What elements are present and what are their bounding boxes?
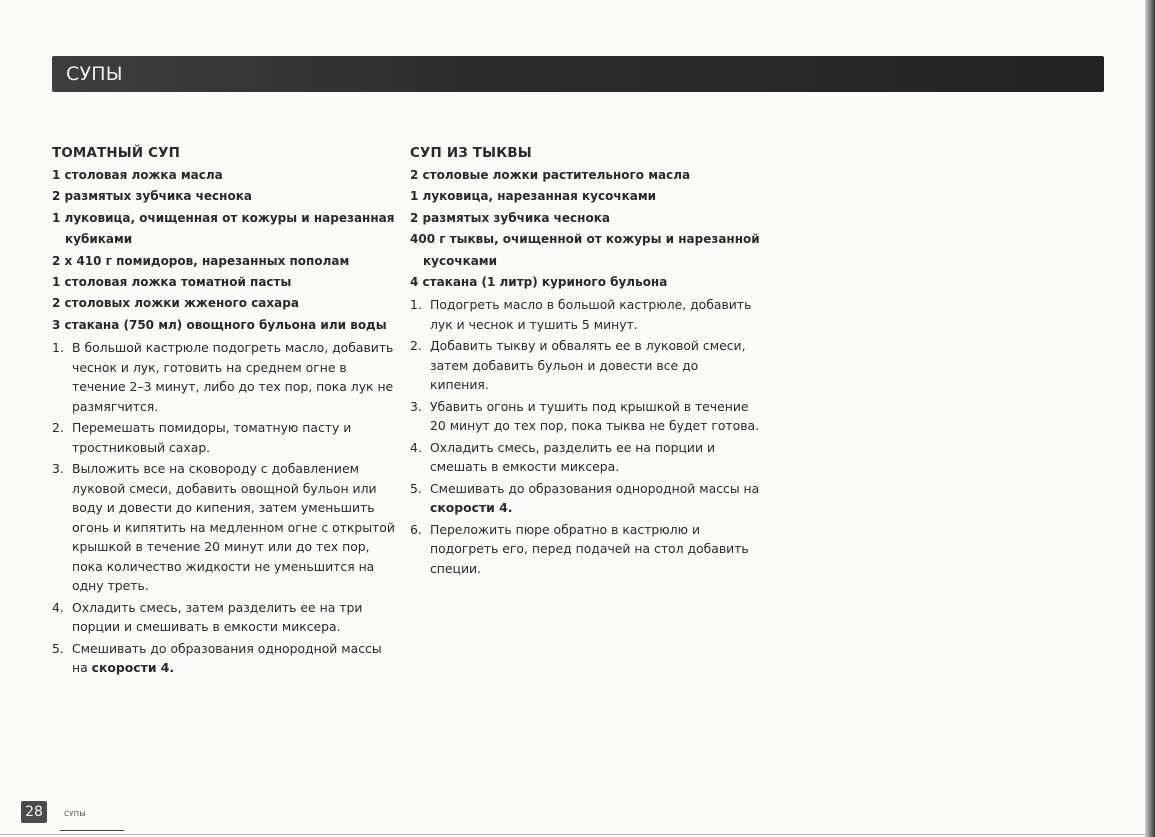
step-text: Смешивать до образования однородной массы на скорости 4. [430, 480, 760, 516]
ingredient: 3 стакана (750 мл) овощного бульона или воды [52, 317, 387, 332]
step-number: 2. [52, 420, 64, 436]
ingredient: 1 луковица, очищенная от кожуры и нарезанная кубиками [52, 210, 395, 247]
step-number: 5. [52, 640, 64, 656]
ingredient: 400 г тыквы, очищенной от кожуры и нарезанной кусочками [410, 232, 760, 268]
step-text: Выложить все на сковороду с добавлением луковой смеси, добавить овощной бульон или воду и довести до кипения, затем уменьшить огонь и кипятить на медленном огне с открытой крышкой в течение 20 минут или до тех пор, пока количество жидкости не уменьшится на одну треть. [72, 461, 395, 594]
recipe-step [410, 397, 760, 436]
ingredient: 2 столовых ложки жженого сахара [52, 296, 299, 311]
recipe-step [52, 418, 397, 457]
recipe-step [410, 438, 760, 477]
ingredient: 1 луковица, нарезанная кусочками [410, 189, 657, 204]
section-header-bar [52, 56, 1104, 92]
step-number: 2. [410, 338, 422, 354]
step-number: 6. [410, 521, 422, 537]
ingredient: 2 размятых зубчика чеснока [52, 189, 252, 204]
recipe-step [410, 295, 760, 334]
ingredient: 1 столовая ложка томатной пасты [52, 275, 292, 290]
ingredient: 4 стакана (1 литр) куриного бульона [410, 275, 668, 290]
step-text: Охладить смесь, разделить ее на порции и смешать в емкости миксера. [430, 439, 716, 475]
ingredient: 2 размятых зубчика чеснока [410, 210, 610, 225]
ingredient: 2 столовые ложки растительного масла [410, 168, 691, 182]
section-title: СУПЫ [66, 63, 123, 85]
step-number: 3. [52, 461, 64, 477]
recipe-pumpkin-soup [410, 143, 760, 578]
step-text: Смешивать до образования однородной массы на скорости 4. [72, 640, 382, 676]
step-number: 4. [410, 439, 422, 455]
step-text: Добавить тыкву и обвалять ее в луковой смеси, затем добавить бульон и довести все до кипения. [430, 338, 746, 393]
recipe-title: ТОМАТНЫЙ СУП [52, 146, 181, 161]
footer-section-label: СУПЫ [64, 810, 86, 818]
step-text: Перемешать помидоры, томатную пасту и тростниковый сахар. [72, 420, 352, 455]
step-text: Убавить огонь и тушить под крышкой в течение 20 минут до тех пор, пока тыква не будет готова. [430, 398, 760, 434]
page-number: 28 [21, 801, 47, 823]
step-text: Переложить пюре обратно в кастрюлю и подогреть его, перед подачей на стол добавить специи. [430, 521, 749, 576]
recipe-title: СУП ИЗ ТЫКВЫ [410, 146, 532, 161]
recipe-step [410, 520, 760, 579]
recipe-step [52, 598, 397, 637]
step-number: 4. [52, 599, 64, 615]
step-number: 3. [410, 398, 422, 414]
step-number: 1. [410, 297, 422, 313]
recipe-step [410, 479, 760, 518]
footer-rule [60, 830, 124, 831]
step-text: Подогреть масло в большой кастрюле, добавить лук и чеснок и тушить 5 минут. [430, 297, 752, 332]
recipe-step [52, 639, 397, 678]
page-bottom-edge [0, 834, 1155, 835]
recipe-step [410, 336, 760, 395]
step-number: 5. [410, 480, 422, 496]
ingredient: 1 столовая ложка масла [52, 168, 223, 182]
ingredient: 2 x 410 г помидоров, нарезанных пополам [52, 253, 350, 268]
page-binding-edge [1145, 0, 1155, 837]
step-number: 1. [52, 340, 64, 356]
recipe-tomato-soup [52, 143, 397, 678]
step-text: В большой кастрюле подогреть масло, добавить чеснок и лук, готовить на среднем огне в течение 2–3 минут, либо до тех пор, пока лук не размягчится. [72, 340, 394, 414]
recipe-step [52, 459, 397, 596]
recipe-step [52, 338, 397, 416]
step-text: Охладить смесь, затем разделить ее на три порции и смешивать в емкости миксера. [72, 599, 363, 635]
